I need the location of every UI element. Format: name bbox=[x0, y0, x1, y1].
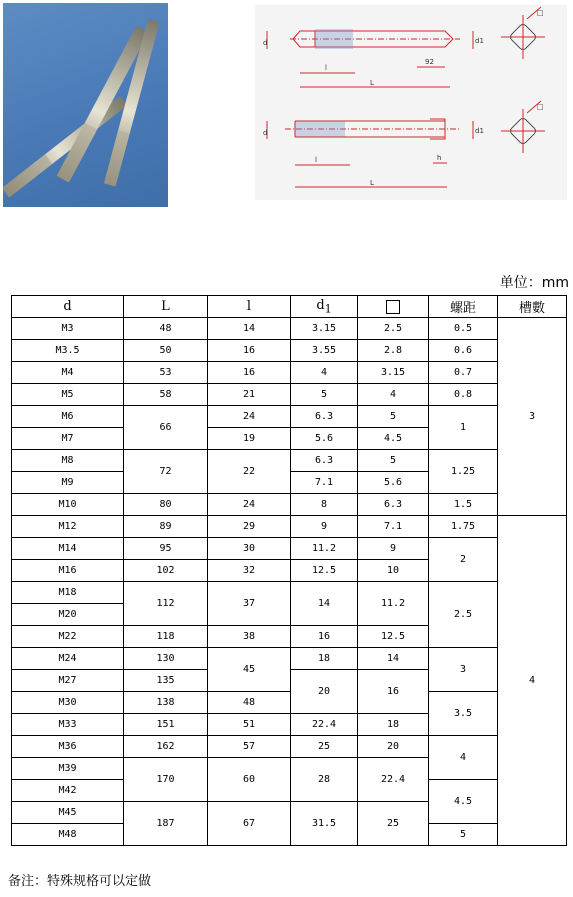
cell-square: 4 bbox=[358, 384, 429, 406]
cell-L: 130 bbox=[124, 648, 208, 670]
drawing-label-l: l bbox=[325, 64, 327, 72]
cell-l: 24 bbox=[208, 406, 291, 428]
square-icon bbox=[386, 300, 400, 314]
cell-l: 60 bbox=[208, 758, 291, 802]
cell-d: M45 bbox=[12, 802, 124, 824]
cell-d: M20 bbox=[12, 604, 124, 626]
footnote: 备注：特殊规格可以定做 bbox=[8, 874, 152, 889]
cell-square: 7.1 bbox=[358, 516, 429, 538]
cell-d: M3 bbox=[12, 318, 124, 340]
cell-pitch: 1 bbox=[429, 406, 498, 450]
header-pitch: 螺距 bbox=[429, 296, 498, 318]
table-row bbox=[12, 318, 567, 340]
cell-l: 19 bbox=[208, 428, 291, 450]
cell-l: 32 bbox=[208, 560, 291, 582]
table-row bbox=[12, 538, 567, 560]
cell-square: 4.5 bbox=[358, 428, 429, 450]
cell-d: M6 bbox=[12, 406, 124, 428]
header-flutes: 槽數 bbox=[498, 296, 567, 318]
cell-d1: 22.4 bbox=[291, 714, 358, 736]
cell-d: M10 bbox=[12, 494, 124, 516]
table-row bbox=[12, 384, 567, 406]
cell-l: 16 bbox=[208, 340, 291, 362]
cell-L: 50 bbox=[124, 340, 208, 362]
cell-square: 2.5 bbox=[358, 318, 429, 340]
cell-l: 48 bbox=[208, 692, 291, 714]
cell-pitch: 0.6 bbox=[429, 340, 498, 362]
drawing-label-square-top: □ bbox=[537, 9, 544, 17]
cell-pitch: 1.75 bbox=[429, 516, 498, 538]
cell-d1: 16 bbox=[291, 626, 358, 648]
cell-flutes: 3 bbox=[498, 318, 567, 516]
cell-d: M16 bbox=[12, 560, 124, 582]
cell-square: 14 bbox=[358, 648, 429, 670]
cell-square: 10 bbox=[358, 560, 429, 582]
cell-l: 67 bbox=[208, 802, 291, 846]
cell-d1: 12.5 bbox=[291, 560, 358, 582]
header-square bbox=[358, 296, 429, 318]
cell-d: M5 bbox=[12, 384, 124, 406]
cell-square: 20 bbox=[358, 736, 429, 758]
cell-L: 102 bbox=[124, 560, 208, 582]
cell-square: 5 bbox=[358, 406, 429, 428]
cell-d1: 8 bbox=[291, 494, 358, 516]
cell-d1: 11.2 bbox=[291, 538, 358, 560]
cell-L: 95 bbox=[124, 538, 208, 560]
cell-d1: 5.6 bbox=[291, 428, 358, 450]
drawing-label-92: 92 bbox=[425, 58, 434, 66]
cell-d: M27 bbox=[12, 670, 124, 692]
cell-l: 22 bbox=[208, 450, 291, 494]
cell-d: M48 bbox=[12, 824, 124, 846]
technical-drawing bbox=[255, 5, 567, 200]
cell-l: 37 bbox=[208, 582, 291, 626]
unit-label: 单位：mm bbox=[499, 275, 569, 291]
cell-square: 9 bbox=[358, 538, 429, 560]
cell-l: 57 bbox=[208, 736, 291, 758]
cell-l: 21 bbox=[208, 384, 291, 406]
cell-d: M3.5 bbox=[12, 340, 124, 362]
cell-d: M24 bbox=[12, 648, 124, 670]
cell-pitch: 1.25 bbox=[429, 450, 498, 494]
drawing-label-d-bottom: d bbox=[263, 129, 268, 137]
cell-d1: 3.55 bbox=[291, 340, 358, 362]
cell-L: 170 bbox=[124, 758, 208, 802]
cell-square: 12.5 bbox=[358, 626, 429, 648]
taps-illustration bbox=[3, 3, 168, 207]
table-row bbox=[12, 692, 567, 714]
drawing-label-square-bottom: □ bbox=[537, 103, 544, 111]
cell-pitch: 0.5 bbox=[429, 318, 498, 340]
cell-d: M14 bbox=[12, 538, 124, 560]
cell-pitch: 4.5 bbox=[429, 780, 498, 824]
cell-l: 38 bbox=[208, 626, 291, 648]
cell-L: 80 bbox=[124, 494, 208, 516]
cell-L: 162 bbox=[124, 736, 208, 758]
cell-L: 72 bbox=[124, 450, 208, 494]
cell-L: 89 bbox=[124, 516, 208, 538]
drawing-label-d1-bottom: d1 bbox=[475, 127, 484, 135]
cell-d1: 9 bbox=[291, 516, 358, 538]
cell-square: 2.8 bbox=[358, 340, 429, 362]
header-d1-main: d bbox=[316, 297, 325, 313]
header-d1 bbox=[291, 296, 358, 318]
cell-square: 18 bbox=[358, 714, 429, 736]
drawing-label-d: d bbox=[263, 39, 268, 47]
header-l: l bbox=[208, 296, 291, 318]
cell-flutes: 4 bbox=[498, 516, 567, 846]
cell-square: 5 bbox=[358, 450, 429, 472]
spec-table bbox=[11, 295, 567, 846]
cell-L: 48 bbox=[124, 318, 208, 340]
cell-l: 14 bbox=[208, 318, 291, 340]
cell-pitch: 2.5 bbox=[429, 582, 498, 648]
table-row bbox=[12, 648, 567, 670]
cell-d: M30 bbox=[12, 692, 124, 714]
cell-d: M33 bbox=[12, 714, 124, 736]
cell-d: M7 bbox=[12, 428, 124, 450]
cell-d: M9 bbox=[12, 472, 124, 494]
table-row bbox=[12, 406, 567, 428]
cell-d: M39 bbox=[12, 758, 124, 780]
cell-pitch: 3.5 bbox=[429, 692, 498, 736]
cell-square: 5.6 bbox=[358, 472, 429, 494]
cell-l: 51 bbox=[208, 714, 291, 736]
table-row bbox=[12, 340, 567, 362]
cell-d1: 6.3 bbox=[291, 450, 358, 472]
table-header-row bbox=[12, 296, 567, 318]
cell-l: 45 bbox=[208, 648, 291, 692]
cell-pitch: 0.8 bbox=[429, 384, 498, 406]
cell-pitch: 3 bbox=[429, 648, 498, 692]
cell-d: M8 bbox=[12, 450, 124, 472]
cell-L: 112 bbox=[124, 582, 208, 626]
cell-d: M4 bbox=[12, 362, 124, 384]
cell-square: 6.3 bbox=[358, 494, 429, 516]
header-L: L bbox=[124, 296, 208, 318]
table-row bbox=[12, 736, 567, 758]
cell-pitch: 4 bbox=[429, 736, 498, 780]
cell-d: M42 bbox=[12, 780, 124, 802]
cell-pitch: 2 bbox=[429, 538, 498, 582]
header-d: d bbox=[12, 296, 124, 318]
drawing-label-d1: d1 bbox=[475, 37, 484, 45]
table-row bbox=[12, 362, 567, 384]
cell-L: 138 bbox=[124, 692, 208, 714]
table-row bbox=[12, 450, 567, 472]
header-d1-sub: 1 bbox=[324, 302, 332, 316]
table-row bbox=[12, 516, 567, 538]
cell-d1: 31.5 bbox=[291, 802, 358, 846]
table-row bbox=[12, 494, 567, 516]
cell-d1: 3.15 bbox=[291, 318, 358, 340]
drawing-label-L: L bbox=[370, 79, 374, 87]
cell-square: 22.4 bbox=[358, 758, 429, 802]
table-row bbox=[12, 582, 567, 604]
drawing-label-h: h bbox=[437, 154, 442, 162]
product-photo bbox=[3, 3, 168, 207]
cell-square: 11.2 bbox=[358, 582, 429, 626]
cell-d1: 14 bbox=[291, 582, 358, 626]
cell-d1: 6.3 bbox=[291, 406, 358, 428]
cell-l: 16 bbox=[208, 362, 291, 384]
cell-L: 151 bbox=[124, 714, 208, 736]
cell-d1: 25 bbox=[291, 736, 358, 758]
cell-d: M22 bbox=[12, 626, 124, 648]
cell-d1: 20 bbox=[291, 670, 358, 714]
cell-square: 25 bbox=[358, 802, 429, 846]
cell-L: 118 bbox=[124, 626, 208, 648]
cell-d: M18 bbox=[12, 582, 124, 604]
cell-pitch: 0.7 bbox=[429, 362, 498, 384]
cell-d1: 18 bbox=[291, 648, 358, 670]
cell-L: 66 bbox=[124, 406, 208, 450]
cell-d1: 5 bbox=[291, 384, 358, 406]
cell-L: 187 bbox=[124, 802, 208, 846]
cell-L: 135 bbox=[124, 670, 208, 692]
cell-l: 30 bbox=[208, 538, 291, 560]
cell-square: 3.15 bbox=[358, 362, 429, 384]
cell-d: M36 bbox=[12, 736, 124, 758]
cell-d1: 4 bbox=[291, 362, 358, 384]
cell-d1: 28 bbox=[291, 758, 358, 802]
cell-pitch: 5 bbox=[429, 824, 498, 846]
cell-L: 53 bbox=[124, 362, 208, 384]
drawing-label-L-bottom: L bbox=[370, 179, 374, 187]
cell-square: 16 bbox=[358, 670, 429, 714]
cell-L: 58 bbox=[124, 384, 208, 406]
cell-d: M12 bbox=[12, 516, 124, 538]
cell-pitch: 1.5 bbox=[429, 494, 498, 516]
cell-l: 29 bbox=[208, 516, 291, 538]
drawing-label-l-bottom: l bbox=[315, 156, 317, 164]
cell-l: 24 bbox=[208, 494, 291, 516]
cell-d1: 7.1 bbox=[291, 472, 358, 494]
